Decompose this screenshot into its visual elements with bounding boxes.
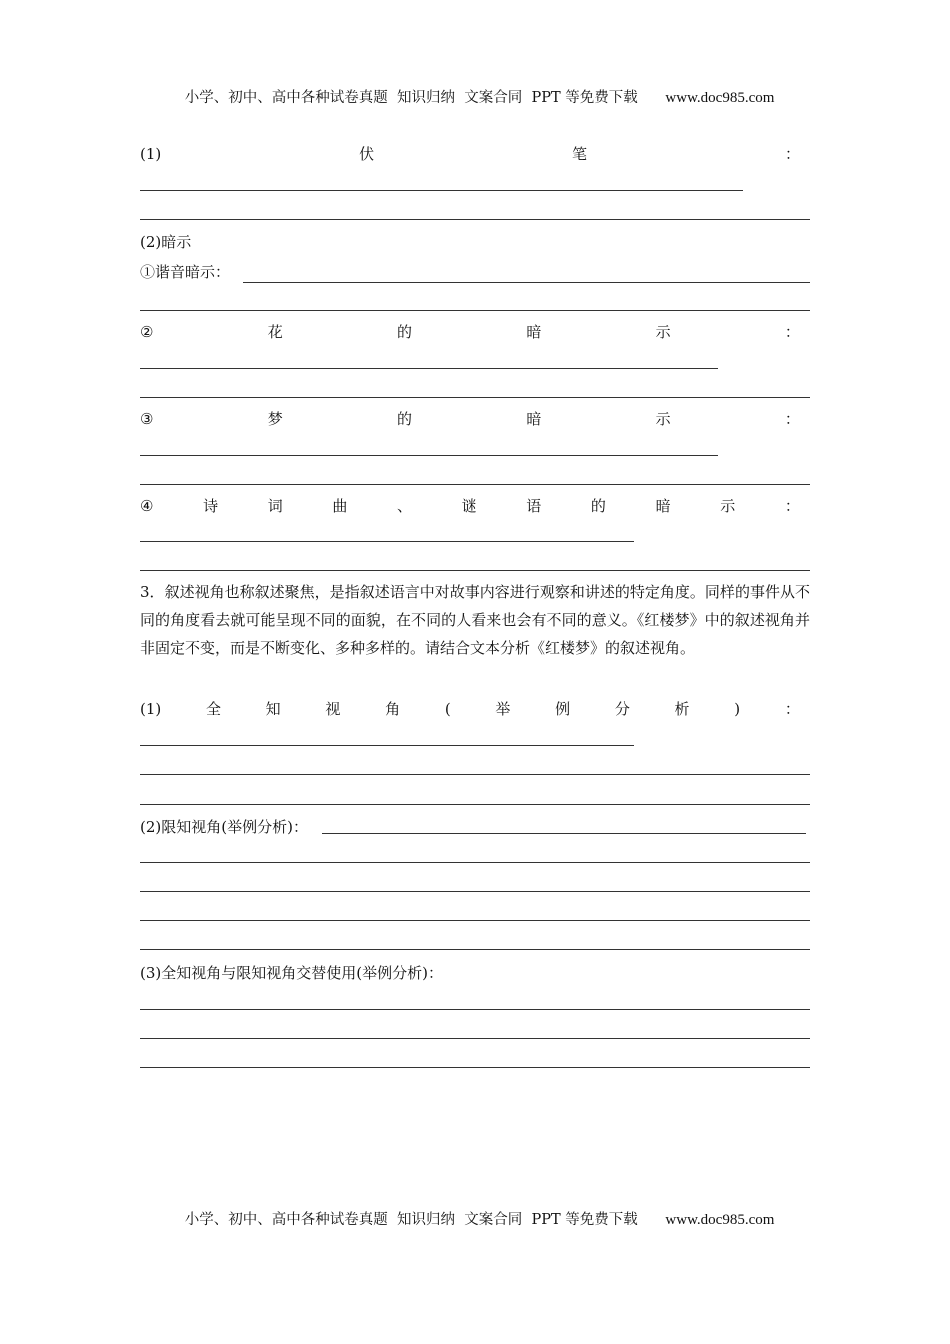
answer-line[interactable] xyxy=(140,1038,810,1039)
q3-item2-label: (2)限知视角(举例分析)： xyxy=(140,818,308,836)
token: 示 xyxy=(720,497,736,515)
token: ： xyxy=(784,323,800,341)
footer-url: www.doc985.com xyxy=(665,1212,775,1228)
answer-line[interactable] xyxy=(140,774,810,775)
answer-line[interactable] xyxy=(140,891,810,892)
header-text: 小学、初中、高中各种试卷真题 知识归纳 文案合同 PPT 等免费下载 xyxy=(184,90,638,106)
q2-item1-foreshadowing xyxy=(140,144,800,164)
token: ④ xyxy=(140,497,154,515)
q3-item3-label: (3)全知视角与限知视角交替使用(举例分析)： xyxy=(140,964,443,982)
token: 的 xyxy=(590,497,606,515)
token: 诗 xyxy=(203,497,219,515)
q2-sub2-flower-hint xyxy=(140,322,800,342)
token: 举 xyxy=(495,700,511,718)
token: 笔 xyxy=(572,145,588,163)
footer-text: 小学、初中、高中各种试卷真题 知识归纳 文案合同 PPT 等免费下载 xyxy=(184,1212,638,1228)
answer-line[interactable] xyxy=(140,745,634,746)
token: 的 xyxy=(397,323,413,341)
token: ② xyxy=(140,323,154,341)
q2-hint-title: (2)暗示 xyxy=(140,233,192,251)
token: 谜 xyxy=(461,497,477,515)
q3-stem-text: 3．叙述视角也称叙述聚焦，是指叙述语言中对故事内容进行观察和讲述的特定角度。同样的事件从不同的角度看去就可能呈现不同的面貌，在不同的人看来也会有不同的意义。《红楼梦》中的叙述视角并非固定不变，而是不断变化、多种多样的。请结合文本分析《红楼梦》的叙述视角。 xyxy=(140,583,810,657)
token: ： xyxy=(784,410,800,428)
answer-line[interactable] xyxy=(140,484,810,485)
token: ： xyxy=(784,497,800,515)
q2-sub4-poem-riddle-hint xyxy=(140,496,800,516)
token: 暗 xyxy=(526,410,542,428)
q2-sub1-label: ①谐音暗示： xyxy=(140,263,231,281)
token: 暗 xyxy=(526,323,542,341)
token: 伏 xyxy=(359,145,375,163)
answer-line[interactable] xyxy=(140,570,810,571)
q3-stem xyxy=(140,578,810,662)
token: ) xyxy=(734,700,741,718)
q2-sub3-dream-hint xyxy=(140,409,800,429)
token: ： xyxy=(784,700,800,718)
answer-line[interactable] xyxy=(140,1009,810,1010)
answer-line[interactable] xyxy=(140,310,810,311)
token: 全 xyxy=(205,700,221,718)
answer-line[interactable] xyxy=(140,455,718,456)
answer-line[interactable] xyxy=(140,862,810,863)
answer-line[interactable] xyxy=(140,368,718,369)
answer-line[interactable] xyxy=(140,190,743,191)
token: ③ xyxy=(140,410,154,428)
token: (1) xyxy=(140,700,162,718)
token: 暗 xyxy=(655,497,671,515)
answer-line[interactable] xyxy=(140,1067,810,1068)
answer-line[interactable] xyxy=(140,804,810,805)
token: (1) xyxy=(140,145,162,163)
token: ： xyxy=(784,145,800,163)
answer-line[interactable] xyxy=(140,219,810,220)
header-url: www.doc985.com xyxy=(665,90,775,106)
answer-line[interactable] xyxy=(243,282,810,283)
token: 知 xyxy=(265,700,281,718)
token: ( xyxy=(444,700,451,718)
page-header xyxy=(0,70,950,107)
token: 曲 xyxy=(332,497,348,515)
token: 示 xyxy=(655,323,671,341)
token: 示 xyxy=(655,410,671,428)
token: 视 xyxy=(325,700,341,718)
token: 分 xyxy=(614,700,630,718)
token: 角 xyxy=(385,700,401,718)
token: 析 xyxy=(674,700,690,718)
token: 语 xyxy=(526,497,542,515)
token: 例 xyxy=(555,700,571,718)
q3-item1-omniscient xyxy=(140,699,800,719)
answer-line[interactable] xyxy=(322,833,806,834)
answer-line[interactable] xyxy=(140,949,810,950)
answer-line[interactable] xyxy=(140,541,634,542)
token: 的 xyxy=(397,410,413,428)
answer-line[interactable] xyxy=(140,920,810,921)
answer-line[interactable] xyxy=(140,397,810,398)
token: 、 xyxy=(397,497,413,515)
token: 花 xyxy=(267,323,283,341)
token: 梦 xyxy=(267,410,283,428)
page-footer xyxy=(0,1192,950,1229)
token: 词 xyxy=(267,497,283,515)
